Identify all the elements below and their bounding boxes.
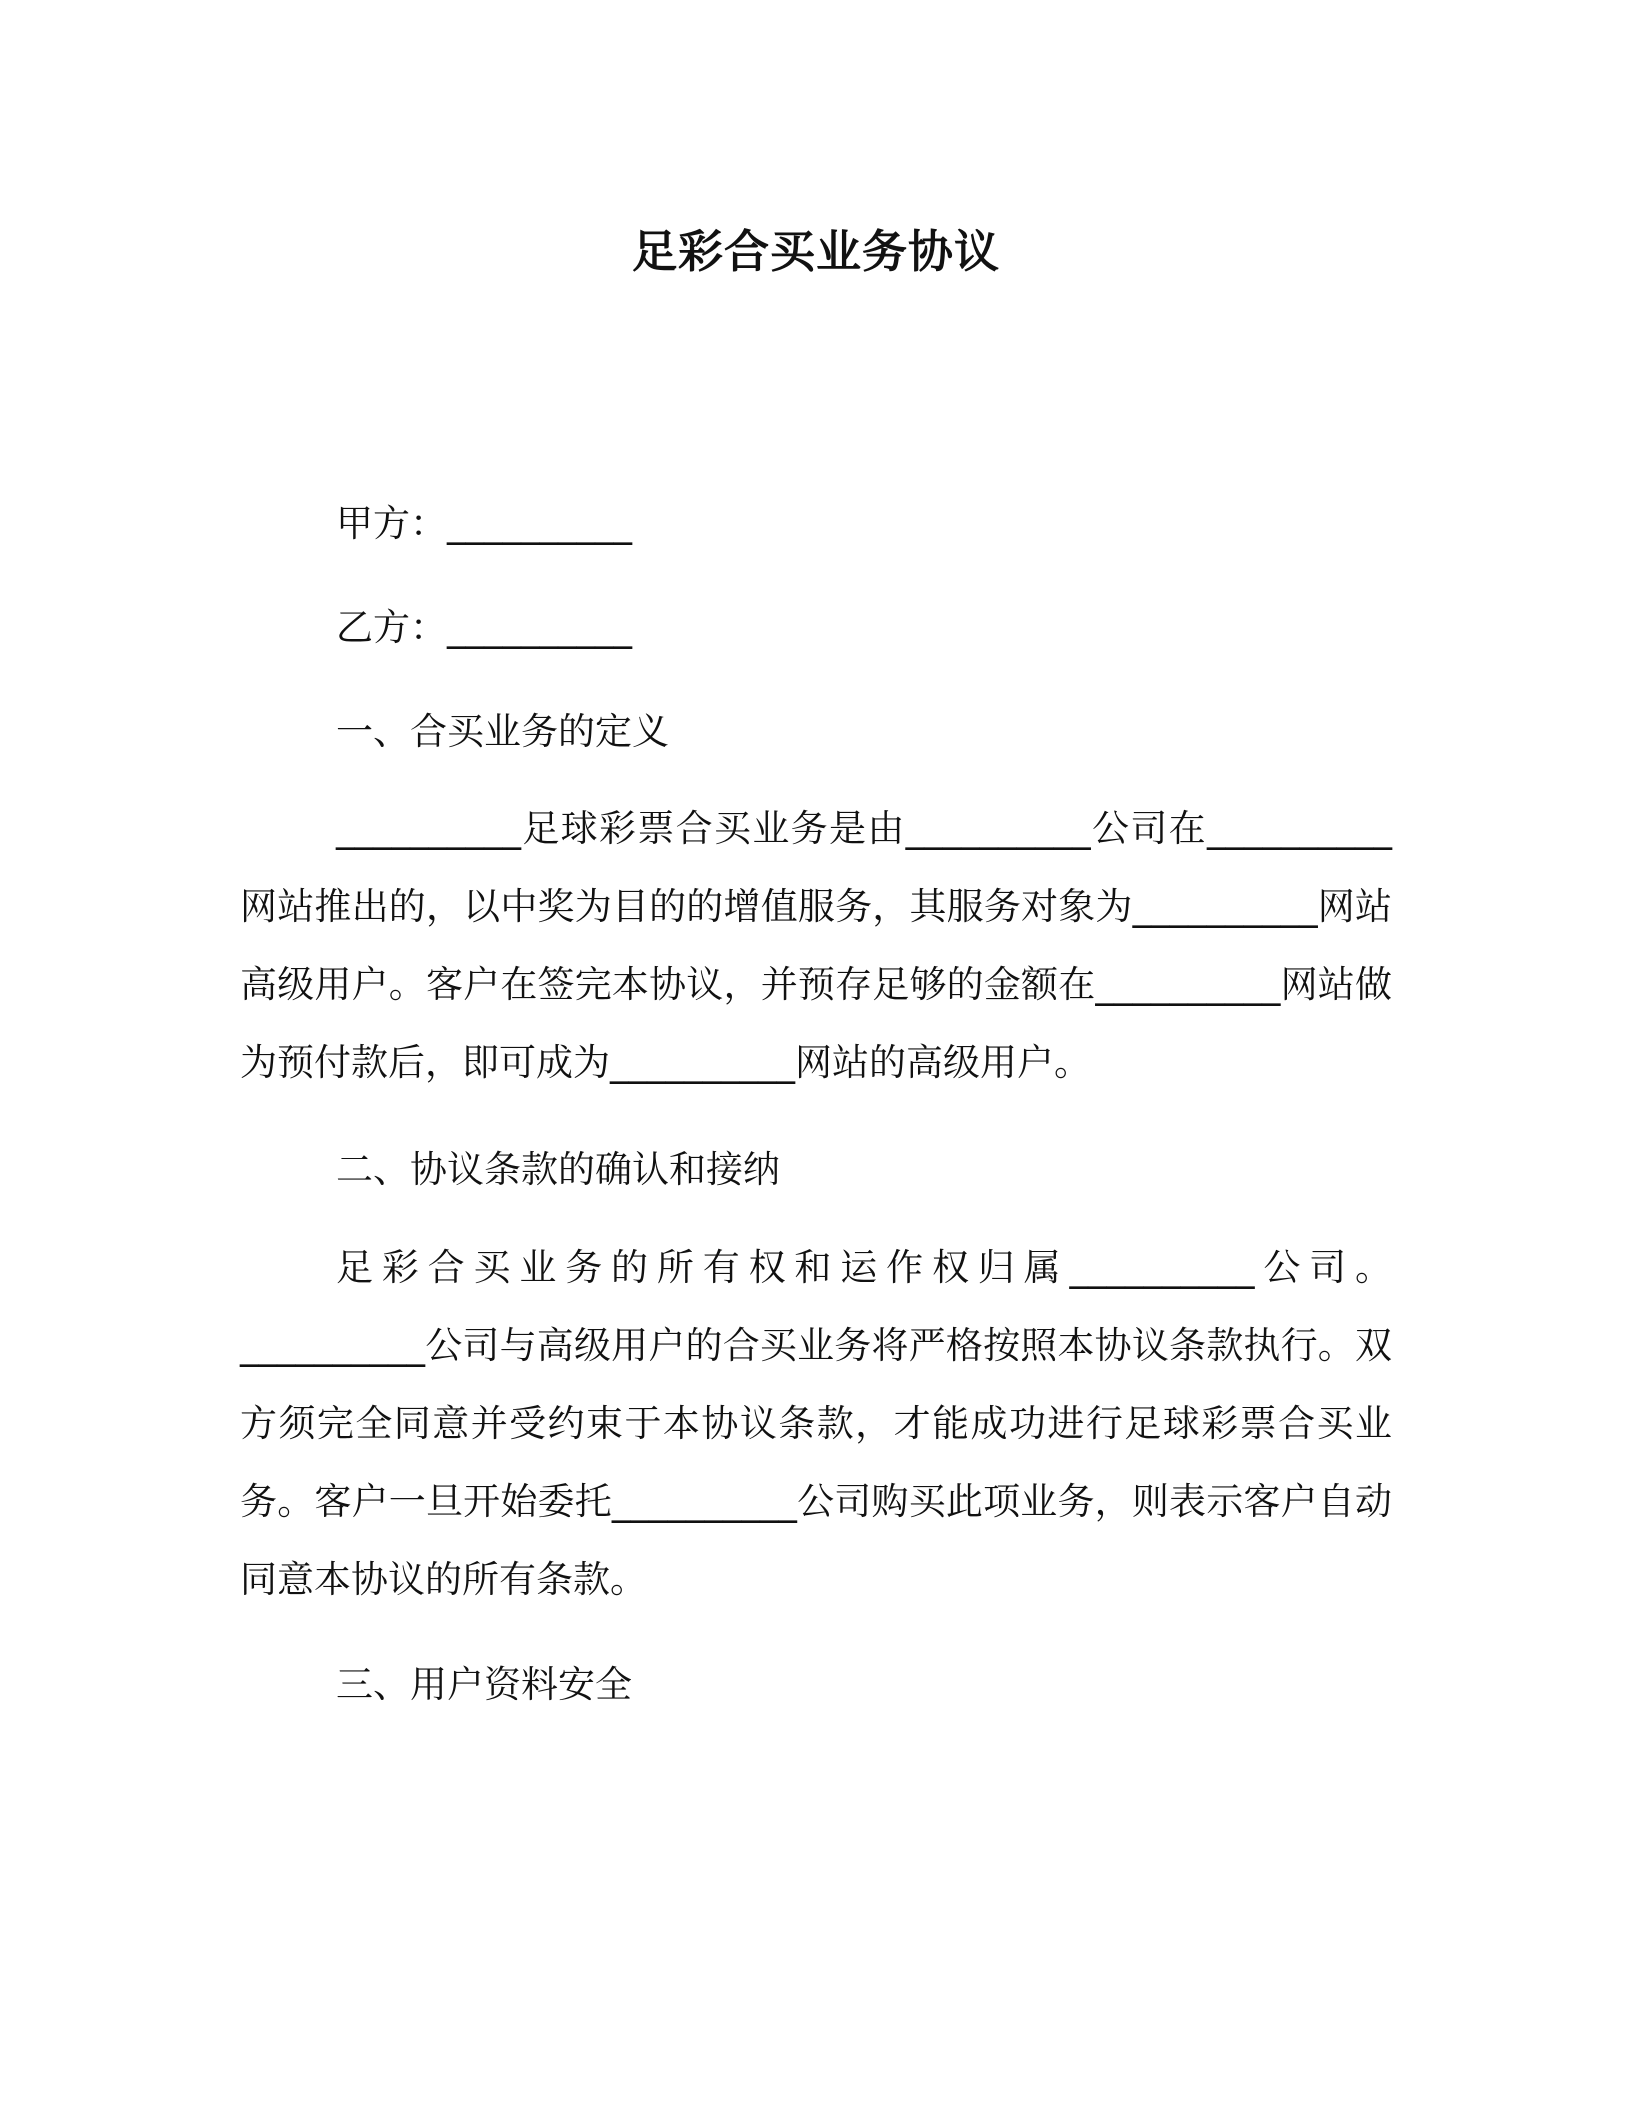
section-heading-definition: 一、合买业务的定义 (336, 710, 669, 753)
paragraph: __________足球彩票合买业务是由__________公司在__________网站推出的，以中奖为目的的增值服务，其服务对象为__________网站高级用户。客户在签完本协议，并预存足够的金额在__________网站做为预付款后，即可成为__________网站的高级用户。 (240, 807, 1392, 1084)
document-title: 足彩合买业务协议 (631, 225, 1000, 278)
section-body-definition (240, 790, 1392, 1102)
paragraph: 足彩合买业务的所有权和运作权归属__________公司。__________公司与高级用户的合买业务将严格按照本协议条款执行。双方须完全同意并受约束于本协议条款，才能成功进行足球彩票合买业务。客户一旦开始委托__________公司购买此项业务，则表示客户自动同意本协议的所有条款。 (240, 1246, 1392, 1601)
party-b-line: 乙方：__________ (336, 606, 632, 649)
party-a-line: 甲方：__________ (336, 502, 632, 545)
section-heading-terms-acceptance: 二、协议条款的确认和接纳 (336, 1148, 780, 1191)
section-body-terms-acceptance (240, 1229, 1392, 1619)
section-heading-data-security: 三、用户资料安全 (336, 1663, 632, 1706)
